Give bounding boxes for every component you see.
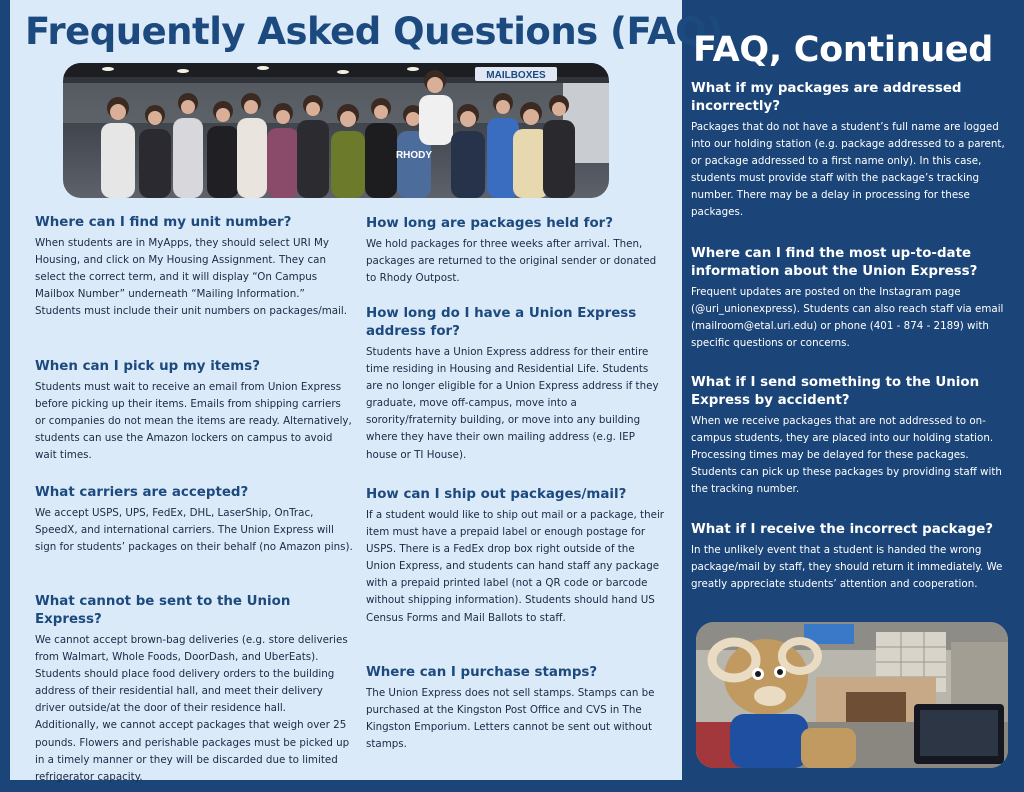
faq-item: [35, 214, 353, 320]
faq-item: [366, 486, 666, 627]
page-title: Frequently Asked Questions (FAQ): [25, 10, 723, 53]
faq-question: Where can I purchase stamps?: [366, 665, 598, 680]
rhody-shirt-text: RHODY: [395, 150, 433, 161]
faq-question: What if I receive the incorrect package?: [691, 522, 994, 537]
faq-item: [35, 358, 353, 464]
faq-item: [691, 80, 1016, 222]
faq-answer: Packages that do not have a student’s full name are logged into our holding station (e.g. package addressed to a parent, or package addressed to a first name only). In this case, students must provide staff with the package’s tracking number. There may be a delay in processing for these packages.: [691, 121, 1005, 219]
faq-question: How long are packages held for?: [366, 216, 614, 231]
faq-question: How can I ship out packages/mail?: [366, 487, 627, 502]
faq-answer: If a student would like to ship out mail or a package, their item must have a prepaid label or enough postage for USPS. There is a FedEx drop box right outside of the Union Express, and students can hand staff any package with a prepaid printed label (not a QR code or barcode without shipping information). Students should hand US Census Forms and Mail Ballots to staff.: [366, 509, 665, 624]
faq-question: How long do I have a Union Express address for?: [366, 306, 637, 339]
faq-item: [366, 305, 666, 464]
faq-answer: Frequent updates are posted on the Instagram page (@uri_unionexpress). Students can also reach staff via email (mailroom@etal.uri.edu) or phone (401 - 874 - 2189) with specific questions or concerns.: [691, 286, 1004, 350]
faq-item: [366, 664, 666, 753]
mascot-photo: [696, 622, 1008, 768]
faq-item: [35, 484, 353, 556]
faq-question: What if my packages are addressed incorrectly?: [691, 81, 962, 114]
faq-item: [366, 215, 666, 287]
faq-question: What carriers are accepted?: [35, 485, 249, 500]
faq-item: [691, 245, 1016, 352]
faq-answer: We cannot accept brown-bag deliveries (e.g. store deliveries from Walmart, Whole Foods, DoorDash, and UberEats). Students should place food delivery orders to the building address of their residential hall, and meet their delivery driver outside/at the door of their residence hall. Additionally, we cannot accept packages that weigh over 25 pounds. Flowers and perishable packages must be picked up in a timely manner or they will be discarded due to limited refrigerator capacity.: [35, 634, 350, 783]
faq-question: What cannot be sent to the Union Express?: [35, 594, 291, 627]
faq-answer: When we receive packages that are not addressed to on-campus students, they are placed into our holding station. Processing times may be delayed for these packages. Students can pick up these packages by providing staff with the tracking number.: [691, 415, 1002, 496]
faq-answer: The Union Express does not sell stamps. Stamps can be purchased at the Kingston Post Office and CVS in The Kingston Emporium. Letters cannot be sent out without stamps.: [366, 687, 655, 751]
continued-title: FAQ, Continued: [693, 30, 994, 70]
faq-question: What if I send something to the Union Express by accident?: [691, 375, 980, 408]
faq-question: Where can I find the most up-to-date information about the Union Express?: [691, 246, 978, 279]
faq-question: Where can I find my unit number?: [35, 215, 292, 230]
faq-item: [691, 521, 1016, 593]
faq-answer: Students must wait to receive an email from Union Express before picking up their items. Emails from shipping carriers or companies do not mean the items are ready. Alternatively, students can use the Amazon lockers on campus to avoid wait times.: [35, 381, 352, 462]
faq-answer: We accept USPS, UPS, FedEx, DHL, LaserShip, OnTrac, SpeedX, and international carriers. The Union Express will sign for students’ packages on their behalf (no Amazon pins).: [35, 507, 353, 554]
faq-answer: When students are in MyApps, they should select URI My Housing, and click on My Housing Assignment. They can select the correct term, and it will display “On Campus Mailbox Number” underneath “Mailing Information.” Students must include their unit numbers on packages/mail.: [35, 237, 348, 318]
faq-answer: In the unlikely event that a student is handed the wrong package/mail by staff, they should return it immediately. We greatly appreciate students’ attention and cooperation.: [691, 544, 1003, 591]
faq-item: [35, 593, 353, 786]
faq-answer: Students have a Union Express address for their entire time residing in Housing and Residential Life. Students are no longer eligible for a Union Express address if they graduate, move off-campus, move into a sorority/fraternity building, or move into any building where they have their own mailing address (e.g. IEP house or TI House).: [366, 346, 659, 461]
mailboxes-sign: MAILBOXES: [486, 70, 546, 81]
left-border: [0, 0, 10, 792]
faq-question: When can I pick up my items?: [35, 359, 260, 374]
faq-answer: We hold packages for three weeks after arrival. Then, packages are returned to the original sender or donated to Rhody Outpost.: [366, 238, 657, 285]
faq-item: [691, 374, 1016, 498]
staff-group-photo: [63, 63, 609, 198]
